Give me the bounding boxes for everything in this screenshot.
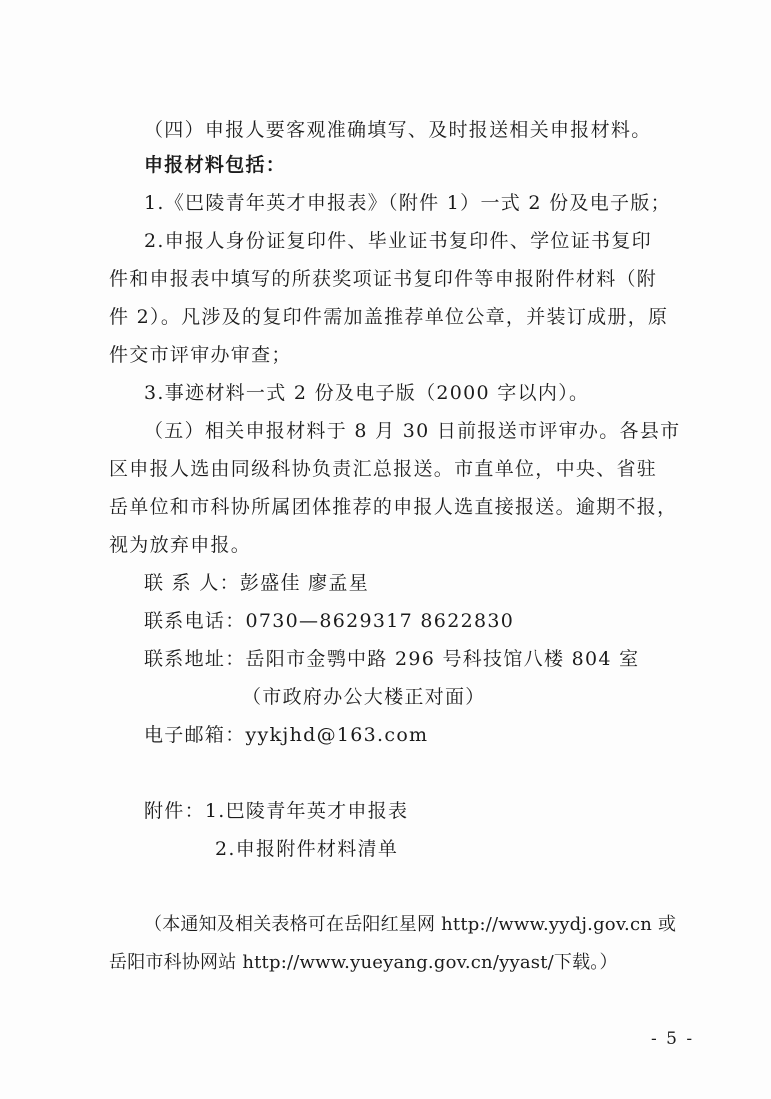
material-2-line-4: 件交市评审办审查； bbox=[109, 344, 292, 366]
attachment-1: 附件：1.巴陵青年英才申报表 bbox=[144, 800, 409, 822]
contact-address: 联系地址：岳阳市金鹗中路 296 号科技馆八楼 804 室 bbox=[144, 648, 640, 670]
material-2-line-2: 件和申报表中填写的所获奖项证书复印件等申报附件材料（附 bbox=[109, 268, 658, 290]
materials-heading: 申报材料包括： bbox=[144, 154, 287, 176]
item-5-line-3: 岳单位和市科协所属团体推荐的申报人选直接报送。逾期不报， bbox=[109, 496, 678, 518]
item-5-line-1: （五）相关申报材料于 8 月 30 日前报送市评审办。各县市 bbox=[144, 420, 681, 442]
item-5-line-4: 视为放弃申报。 bbox=[109, 534, 252, 556]
contact-address-note: （市政府办公大楼正对面） bbox=[242, 686, 486, 708]
material-1: 1.《巴陵青年英才申报表》（附件 1）一式 2 份及电子版； bbox=[144, 192, 671, 214]
item-5-line-2: 区申报人选由同级科协负责汇总报送。市直单位，中央、省驻 bbox=[109, 458, 658, 480]
item-4-paragraph: （四）申报人要客观准确填写、及时报送相关申报材料。 bbox=[144, 119, 652, 141]
contact-person: 联 系 人：彭盛佳 廖孟星 bbox=[144, 572, 370, 594]
material-3: 3.事迹材料一式 2 份及电子版（2000 字以内）。 bbox=[144, 382, 590, 404]
download-note-line-1: （本通知及相关表格可在岳阳红星网 http://www.yydj.gov.cn 或 bbox=[144, 914, 677, 935]
page-number: - 5 - bbox=[651, 1029, 695, 1049]
material-2-line-1: 2.申报人身份证复印件、毕业证书复印件、学位证书复印 bbox=[144, 230, 652, 252]
material-2-line-3: 件 2）。凡涉及的复印件需加盖推荐单位公章，并装订成册，原 bbox=[109, 306, 669, 328]
download-note-line-2: 岳阳市科协网站 http://www.yueyang.gov.cn/yyast/下载。） bbox=[109, 952, 618, 973]
attachment-2: 2.申报附件材料清单 bbox=[215, 838, 399, 860]
contact-email: 电子邮箱：yykjhd@163.com bbox=[144, 724, 429, 746]
contact-phone: 联系电话：0730—8629317 8622830 bbox=[144, 610, 515, 632]
